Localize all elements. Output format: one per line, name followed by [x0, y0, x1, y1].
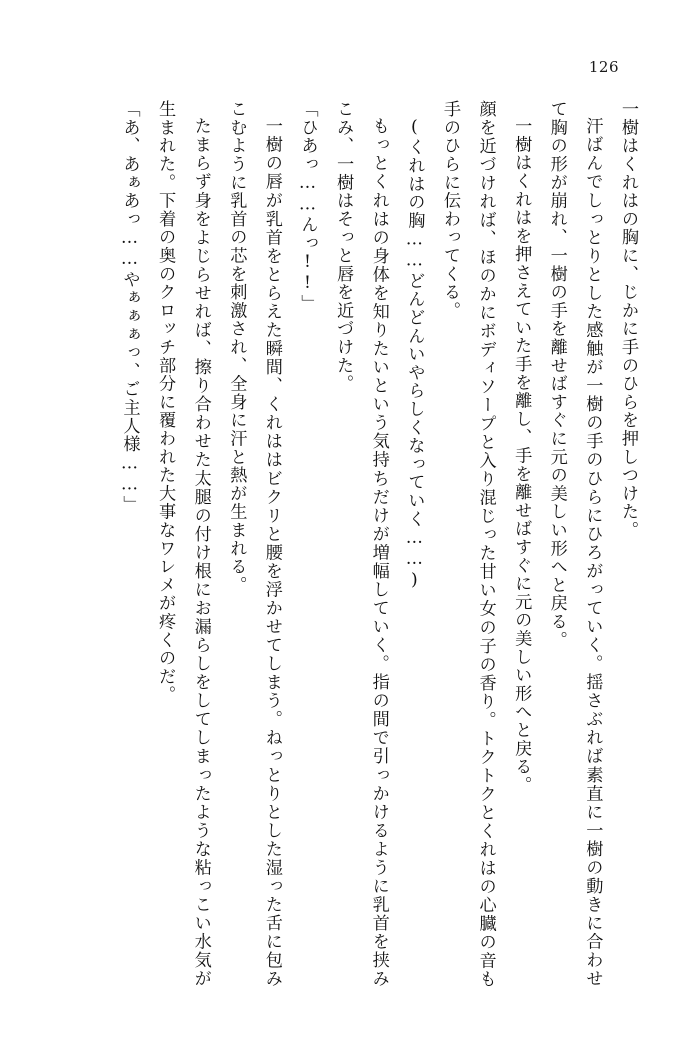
page-number: 126	[588, 58, 619, 76]
paragraph: たまらず身をよじらせれば、擦り合わせた太腿の付け根にお漏らしをしてしまったような粘っこい水気が生まれた。下着の奥のクロッチ部分に覆われた大事なワレメが疼くのだ。	[155, 100, 211, 988]
paragraph: 一樹の唇が乳首をとらえた瞬間、くれははビクリと腰を浮かせてしまう。ねっとりとした湿った舌に包みこむように乳首の芯を刺激され、全身に汗と熱が生まれる。	[226, 100, 282, 988]
paragraph-dialogue: 「あ、あぁあっ……やぁぁぁっ、ご主人様……」	[119, 100, 140, 514]
paragraph: 汗ばんでしっとりとした感触が一樹の手のひらにひろがっていく。揺さぶれば素直に一樹の動きに合わせて胸の形が崩れ、一樹の手を離せばすぐに元の美しい形へと戻る。	[546, 100, 603, 988]
paragraph: (くれはの胸……どんどんいやらしくなっていく……)	[404, 117, 425, 592]
paragraph: 一樹はくれはの胸に、じかに手のひらを押しつけた。	[618, 100, 638, 540]
paragraph-dialogue: 「ひあっ……んっ!!」	[297, 100, 318, 313]
paragraph: 一樹はくれはを押さえていた手を離し、手を離せばすぐに元の美しい形へと戻る。	[511, 117, 532, 795]
vertical-text-body	[38, 100, 645, 988]
paragraph: 顔を近づければ、ほのかにボディソープと入り混じった甘い女の子の香り。トクトクとくれはの心臓の音も手のひらに伝わってくる。	[439, 100, 496, 988]
paragraph: もっとくれはの身体を知りたいという気持ちだけが増幅していく。指の間で引っかけるように乳首を挟みこみ、一樹はそっと唇を近づけた。	[333, 100, 389, 988]
